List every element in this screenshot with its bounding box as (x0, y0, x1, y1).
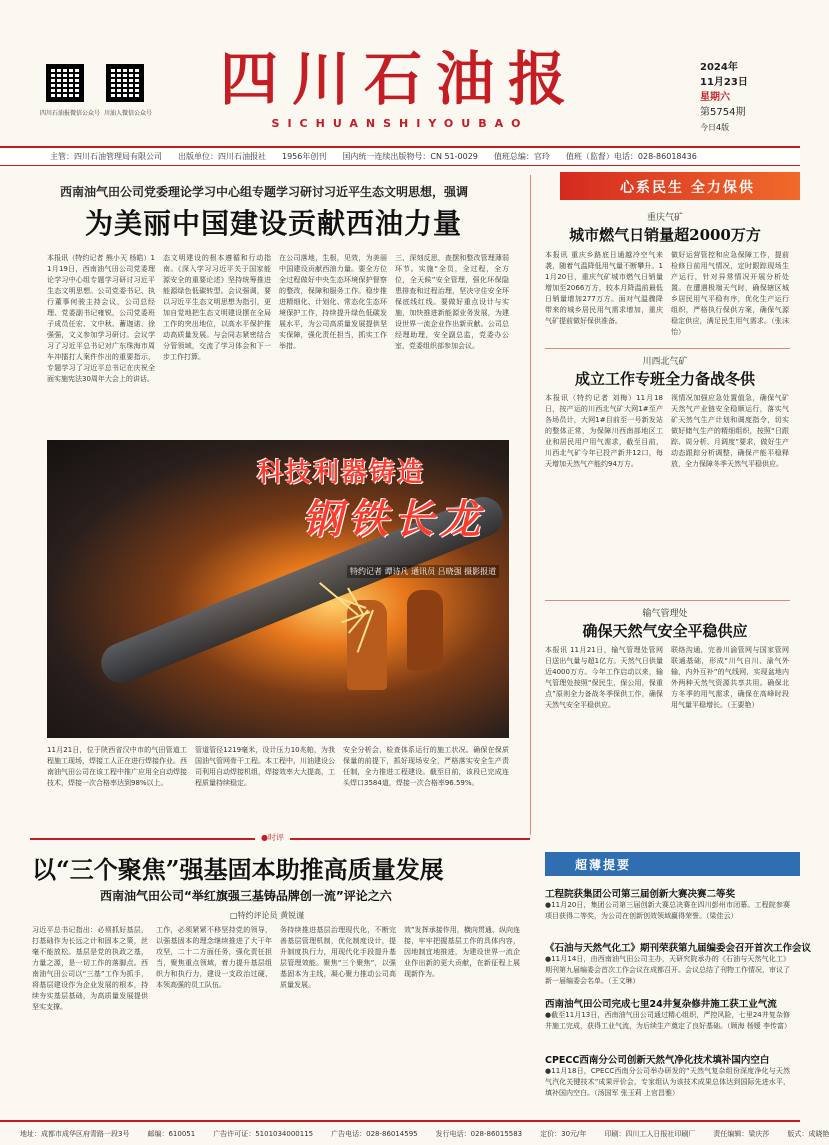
footer-price: 定价：30元/年 (540, 1129, 587, 1138)
issue-year: 2024年 (700, 62, 738, 73)
section-banner (560, 172, 800, 200)
newspaper-title: 四川石油报 (219, 45, 580, 113)
welding-photo[interactable] (47, 440, 509, 738)
footer-ad-license: 广告许可证：5101034000115 (213, 1129, 314, 1138)
lead-col-1: 本报讯（特约记者 熊小天 杨皓）11月19日，西南油气田公司党委理论学习中心组专题学习研讨习近平生态文明思想。公司党委书记、执行董事何骏主持会议，公司总经理、党委副书记雍锐，公司党委班子成员任宏、文中秋、蓄迦诺、徐强强，文义参加学习研讨。会议学习了习近平总书记对广东珠海市周车冲擂打人案件作出的重要指示，专题学习了习近平总书记在庆祝全面实施宪法30周年大会上的讲话。 (47, 254, 155, 383)
issue-weekday: 星期六 (700, 92, 730, 103)
story-pipe-col-2: 联络沟通，完善川渝管网与国家管网联通基础，形成“川气自川、渝气外输，内外互补”的气线网，实现盆地内外两种天然气资源共享共用。确保北方冬季的用气需求，确保在高峰时段用气量平稳增长。（王要艳） (671, 646, 789, 709)
story-gas-kicker: 重庆气矿 (646, 213, 683, 223)
duty-editor: 值班总编：官玲 (493, 152, 550, 161)
qr-label-1: 四川石油报微信公众号 (40, 110, 101, 117)
brief-text-1: ●11月20日，集团公司第三届创新大赛总决赛在四川彭州市闭幕。工程院参赛项目获得二等奖，为公司在创新创效领域赢得荣誉。（梁佳云） (545, 901, 790, 920)
footer-editor: 责任编辑：梁庆莎 (713, 1129, 770, 1138)
footer-issue-phone: 发行电话：028-86015583 (435, 1129, 523, 1138)
publication-info-bar (0, 146, 800, 166)
photo-caption-col-2: 管道管径1219毫米，设计压力10兆帕，为我国油气管网骨干工程。本工程中，川油建设公司利用自动焊接机组，焊接效率大大提高，工程质量持续稳定。 (195, 746, 335, 787)
commentary-title[interactable]: 以“三个聚焦”强基固本助推高质量发展 (32, 855, 444, 884)
hotline: 值班（监督）电话：028-86018436 (565, 152, 697, 161)
cn-number: 国内统一连续出版物号：CN 51-0029 (342, 152, 478, 161)
brief-text-4: ●11月18日，CPECC西南分公司举办研发的“天然气复杂组份深度净化与天然气汽化关键技术”成果评价会，专家组认为该技术成果总体达到国际先进水平，填补国内空白。（汤国军 张玉莉 上官昌雅） (545, 1067, 790, 1097)
welder-figure-2 (407, 590, 443, 670)
sponsor-info: 主管：四川石油管理局有限公司 (50, 152, 162, 161)
photo-title-line-2: 钢铁长龙 (302, 496, 486, 543)
lead-headline[interactable]: 为美丽中国建设贡献西油力量 (85, 207, 463, 240)
story-gas-col-2: 做好运营管控和应急保障工作，提前检修日前用气情况，定时跟踪现场生产运行，针对异常情况开展分析处置。在遭遇极端天气时，确保辖区城乡居民用气平稳有序，优化生产运行组织，严格执行保供方案，确保气源稳定供应，满足民生用气需求。（张沫怡） (671, 251, 789, 336)
commentary-col-4: 效”发挥承接作用，横向贯通、纵向连接，牢牢把握基层工作的具体内容，因地制宜地推进，为建设世界一流企业作出新的更大贡献，在新征程上展现新作为。 (404, 926, 520, 978)
story-gas-col-1: 本报讯 重庆乡路底日通越冷空气来袭，随着气温降低用气量不断攀升。11月20日，重庆气矿城市燃气日销量增加至2066万方，较本月降温前最低日销量增加277万方。面对气温骤降带来的城乡居民用气需求增加，重庆气矿提前做好保供准备。 (545, 251, 663, 325)
brief-title-2[interactable]: 《石油与天然气化工》期刊荣获第九届编委会召开首次工作会议 (545, 943, 812, 954)
footer-printer: 印刷：四川工人日报社印刷厂 (604, 1129, 696, 1138)
express-banner-label: 超薄提要 (575, 858, 632, 872)
footer-proof: 版式：成晓艳 (787, 1129, 829, 1138)
brief-text-3: ●截至11月13日，西南油气田公司通过精心组织，严控风险，七里24井复杂修井施工完成，获得工业气流，为后续生产奠定了良好基础。（顾海 杨嫒 李传富） (545, 1011, 791, 1030)
issue-number: 第5754期 (700, 107, 746, 118)
commentary-col-2: 工作，必须紧紧不移坚持党的领导，以强基固本的理念继续推进了大干年攻坚，二十二方面任务，强化责任担当，聚焦重点领域，着力提升基层组织力和执行力，建设一支政治过硬、本领高强的员工队伍。 (156, 926, 272, 989)
publisher-info: 出版单位：四川石油报社 (178, 152, 266, 161)
brief-title-3[interactable]: 西南油气田公司完成七里24井复杂修井施工获工业气流 (545, 999, 777, 1010)
page-footer (0, 1120, 829, 1145)
footer-ad-phone: 广告电话：028-86014595 (331, 1129, 418, 1138)
brief-title-4[interactable]: CPECC西南分公司创新天然气净化技术填补国内空白 (545, 1055, 770, 1066)
lead-col-2: 态文明建设的根本遵循和行动指南。《深入学习习近平关于国家能源安全的重要论述》坚持统筹推进能源绿色低碳转型。会议强调，要以习近平生态文明思想为指引，更加自觉地把生态文明建设摆在全局工作的突出地位，以高水平保护推动高质量发展。与会同志紧密结合分管领域，交流了学习体会和下一步工作打算。 (163, 254, 271, 361)
lead-col-4: 三，深刻反思，查摆和整改管理薄弱环节。实施“全员，全过程，全方位，全天候”安全管理，强化环保隐患排查和过程治理，坚决守住安全环保底线红线。要做好重点设计与实施，加快推进新能源业务发展，为建设世界一流企业作出新贡献。公司总经理助理，安全副总监，党委办公室，党委组织部参加会议。 (395, 254, 509, 350)
footer-address: 地址：成都市成华区府青路一段3号 (20, 1129, 130, 1138)
story-pipe-kicker: 输气管理处 (642, 609, 688, 619)
photo-title-line-1: 科技利器铸造 (257, 458, 426, 488)
wechat-qr-code[interactable] (46, 64, 84, 102)
brief-title-1[interactable]: 工程院获集团公司第三届创新大赛决赛二等奖 (545, 889, 736, 900)
express-banner (545, 852, 800, 876)
story-gas-title[interactable]: 城市燃气日销量超2000万方 (569, 226, 761, 244)
photo-credit: 特约记者 谭诗凡 通讯员 吕晓强 摄影报道 (347, 565, 499, 578)
newspaper-pinyin: SICHUANSHIYOUBAO (271, 117, 529, 130)
commentary-col-3: 务持续推进基层治理现代化，不断完善基层管理机制，优化制度设计，提升制度执行力，用现代化手段提升基层管理效能。聚焦“三个聚焦”，以强基固本为主线，凝心聚力推动公司高质量发展。 (280, 926, 396, 989)
brief-text-2: ●11月14日，由西南油气田公司主办，天研究院承办的《石油与天然气化工》期刊第九届编委会首次工作会议在成都召开。会议总结了刊物工作情况，审议了新一届编委会名单。（王文琳） (545, 955, 790, 985)
commentary-tag: ●时评 (255, 832, 290, 843)
qr-label-2: 川油人微信公众号 (104, 110, 153, 117)
app-qr-code[interactable] (106, 64, 144, 102)
issue-datebox (700, 60, 790, 135)
photo-caption-col-3: 安全分析会，检查体系运行的施工状况。确保在保质保量的前提下，抓好现场安全，严格落实安全生产责任制，全力推进工程建设。截至目前，该段已完成连头焊口3584道，焊接一次合格率96.59%。 (343, 746, 509, 787)
story-north-col-1: 本报讯（特约记者 刘梅）11月18日，按产运的川西北气矿大网1#至产各场员计，大网1#目前至一号新发站的整体正常，为保障川西南部地区工业和居民用户用气需求，截至目前，川西北气矿今年已投产新井12口，每天增加天然气产能约94万方。 (545, 394, 663, 468)
photo-caption-col-1: 11月21日，位于陕西省汉中市的气田管道工程施工现场，焊接工人正在进行焊接作业。西南油气田公司在该工程中推广应用全自动焊接技术，焊接一次合格率达到98%以上。 (47, 746, 187, 787)
issue-pages: 今日4版 (700, 123, 730, 132)
story-pipe-col-1: 本报讯 11月21日，输气管理处管网日送出气量与超1亿方。天然气日供量近4000万方。今年工作启动以来，输气管理处按照“保民生，保公用，保重点”原则全力备战冬季保供工作，确保天然气安全平稳供应。 (545, 646, 663, 709)
issue-date: 11月23日 (700, 77, 748, 88)
story-north-title[interactable]: 成立工作专班全力备战冬供 (574, 370, 755, 388)
story-pipe-title[interactable]: 确保天然气安全平稳供应 (582, 622, 748, 640)
lead-kicker: 西南油气田公司党委理论学习中心组专题学习研讨习近平生态文明思想，强调 (60, 185, 469, 199)
story-north-col-2: 视情况加强应急处置值急，确保气矿天然气产业链安全稳顺运行，落实气矿天然气生产计划和调度指令，切实做好储气生产的精细组织，按照“日跟踪、周分析、月调度”要求，做好生产动态跟踪分析调整，确保产能平稳释放，全力保障冬季天然气平稳供应。 (671, 394, 789, 468)
founded-info: 1956年创刊 (282, 152, 327, 161)
story-north-kicker: 川西北气矿 (642, 357, 688, 367)
commentary-byline: □特约评论员 黄锐谨 (230, 911, 305, 920)
lead-col-3: 在公司落地，生根，见效，为美丽中国建设贡献西油力量。要全方位全过程做好中央生态环境保护督察的整改，保障和服务工作。稳步推进精细化、计划化、常态化生态环境保护工作，持续提升绿色低碳发展水平，为公司高质量发展提供坚实保障，强化责任担当，抓实工作举措。 (279, 254, 387, 350)
footer-postcode: 邮编：610051 (147, 1129, 196, 1138)
section-banner-label: 心系民生 全力保供 (620, 180, 755, 196)
commentary-col-1: 习近平总书记指出：必须抓好基层，打基础作为长远之计和固本之策，丝毫不能放松。基层是党的执政之基，力量之源，是一切工作的落脚点。西南油气田公司以“三基”工作为抓手，将基层建设作为企业发展的根本，持续夯实基层基础，为高质量发展提供坚实支撑。 (32, 926, 148, 1011)
commentary-subtitle: 西南油气田公司“举红旗强三基铸品牌创一流”评论之六 (100, 889, 392, 903)
